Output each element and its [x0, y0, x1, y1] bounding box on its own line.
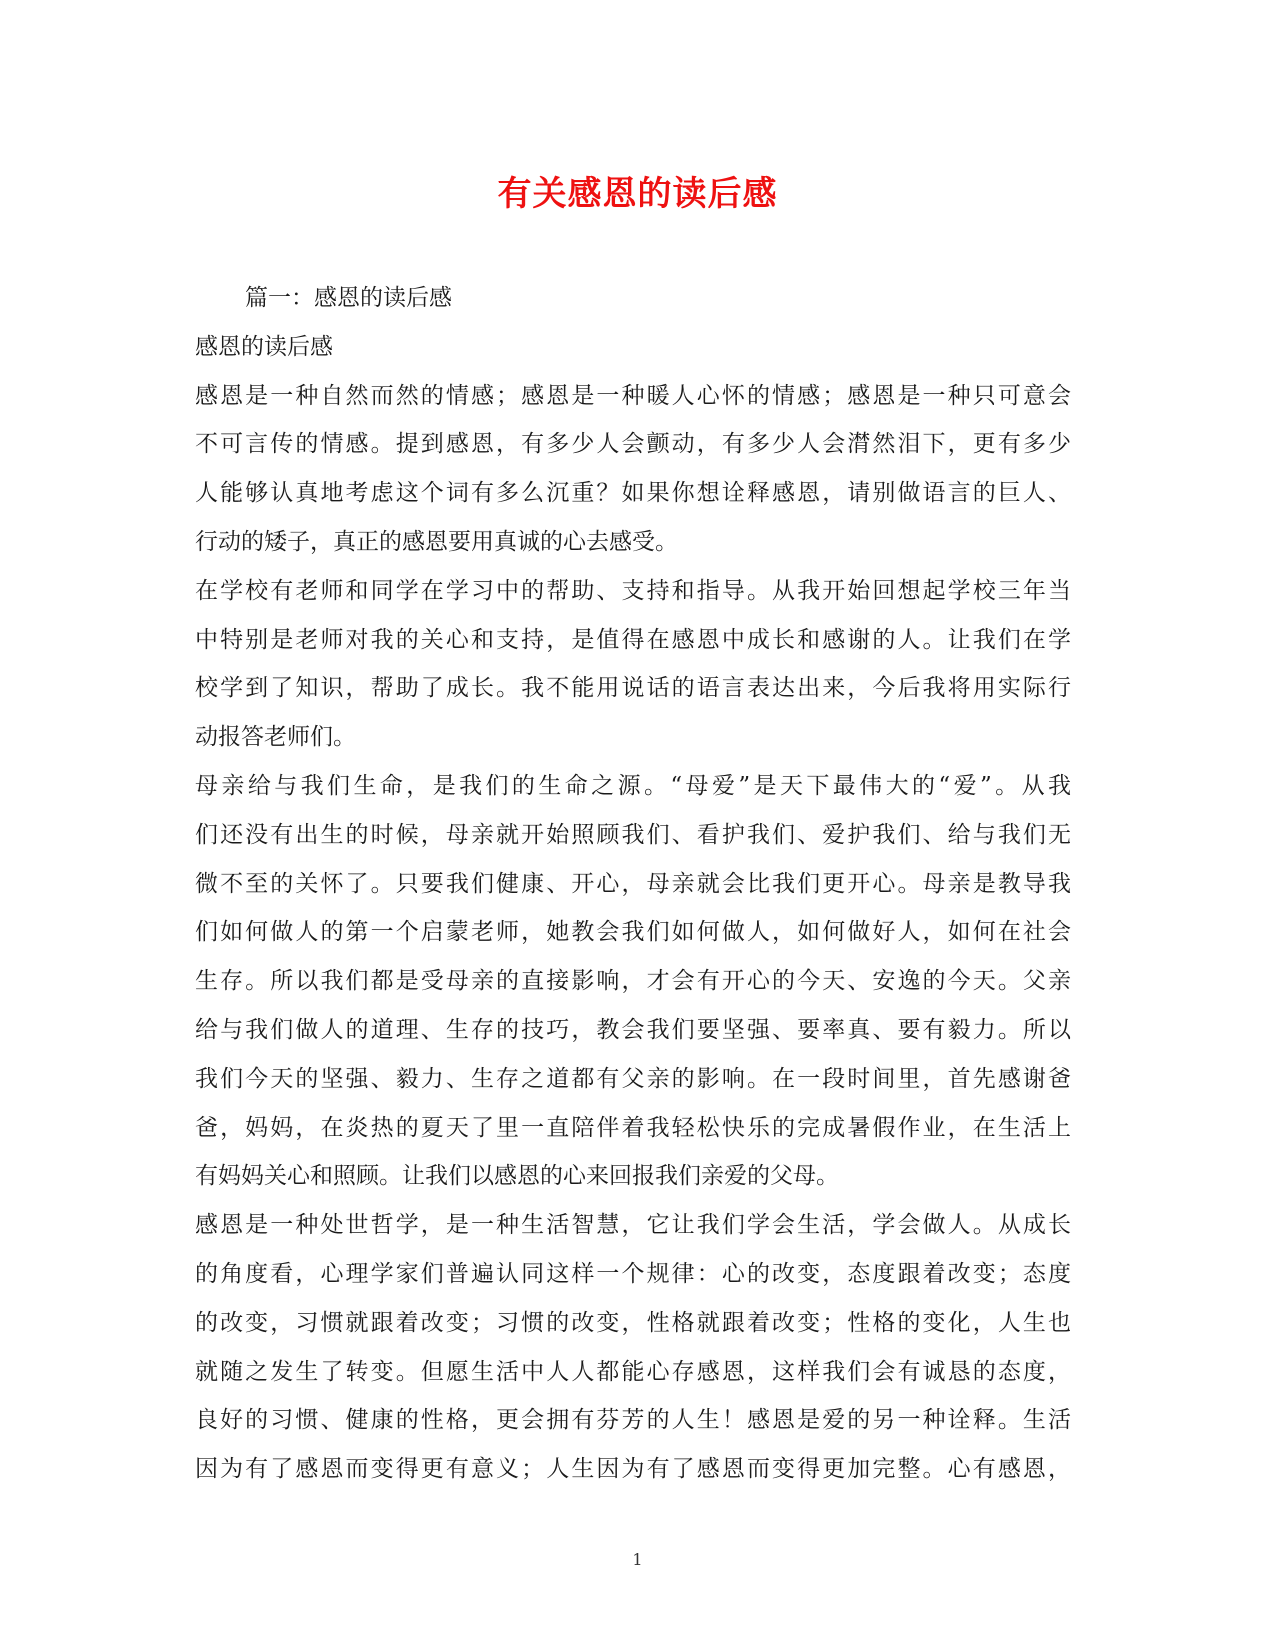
body-line: 中特别是老师对我的关心和支持，是值得在感恩中成长和感谢的人。让我们在学: [195, 626, 1071, 653]
body-line: 有妈妈关心和照顾。让我们以感恩的心来回报我们亲爱的父母。: [195, 1163, 839, 1190]
body-line: 的角度看，心理学家们普遍认同这样一个规律：心的改变，态度跟着改变；态度: [195, 1260, 1071, 1287]
body-line: 给与我们做人的道理、生存的技巧，教会我们要坚强、要率真、要有毅力。所以: [195, 1016, 1071, 1043]
body-line: 行动的矮子，真正的感恩要用真诚的心去感受。: [195, 528, 678, 555]
body-line: 我们今天的坚强、毅力、生存之道都有父亲的影响。在一段时间里，首先感谢爸: [195, 1065, 1071, 1092]
body-line: 的改变，习惯就跟着改变；习惯的改变，性格就跟着改变；性格的变化，人生也: [195, 1309, 1071, 1336]
document-body: [195, 274, 1071, 1494]
body-line: 因为有了感恩而变得更有意义；人生因为有了感恩而变得更加完整。心有感恩，: [195, 1456, 1071, 1483]
body-line: 良好的习惯、健康的性格，更会拥有芬芳的人生！感恩是爱的另一种诠释。生活: [195, 1407, 1071, 1434]
body-line: 不可言传的情感。提到感恩，有多少人会颤动，有多少人会潸然泪下，更有多少: [195, 431, 1071, 458]
body-line: 人能够认真地考虑这个词有多么沉重？如果你想诠释感恩，请别做语言的巨人、: [195, 480, 1071, 507]
body-line: 们还没有出生的时候，母亲就开始照顾我们、看护我们、爱护我们、给与我们无: [195, 821, 1071, 848]
subheading: 感恩的读后感: [195, 333, 333, 360]
body-line: 动报答老师们。: [195, 724, 356, 751]
body-line: 在学校有老师和同学在学习中的帮助、支持和指导。从我开始回想起学校三年当: [195, 577, 1071, 604]
body-line: 生存。所以我们都是受母亲的直接影响，才会有开心的今天、安逸的今天。父亲: [195, 968, 1071, 995]
body-line: 母亲给与我们生命，是我们的生命之源。“母爱”是天下最伟大的“爱”。从我: [195, 772, 1071, 799]
body-line: 校学到了知识，帮助了成长。我不能用说话的语言表达出来，今后我将用实际行: [195, 675, 1071, 702]
body-line: 感恩是一种处世哲学，是一种生活智慧，它让我们学会生活，学会做人。从成长: [195, 1212, 1071, 1239]
body-line: 就随之发生了转变。但愿生活中人人都能心存感恩，这样我们会有诚恳的态度，: [195, 1358, 1071, 1385]
body-line: 感恩是一种自然而然的情感；感恩是一种暖人心怀的情感；感恩是一种只可意会: [195, 382, 1071, 409]
body-line: 们如何做人的第一个启蒙老师，她教会我们如何做人，如何做好人，如何在社会: [195, 919, 1071, 946]
page-number: 1: [632, 1550, 643, 1569]
section-heading: 篇一：感恩的读后感: [245, 285, 452, 311]
document-title: 有关感恩的读后感: [497, 174, 778, 214]
body-line: 微不至的关怀了。只要我们健康、开心，母亲就会比我们更开心。母亲是教导我: [195, 870, 1071, 897]
body-line: 爸，妈妈，在炎热的夏天了里一直陪伴着我轻松快乐的完成暑假作业，在生活上: [195, 1114, 1071, 1141]
